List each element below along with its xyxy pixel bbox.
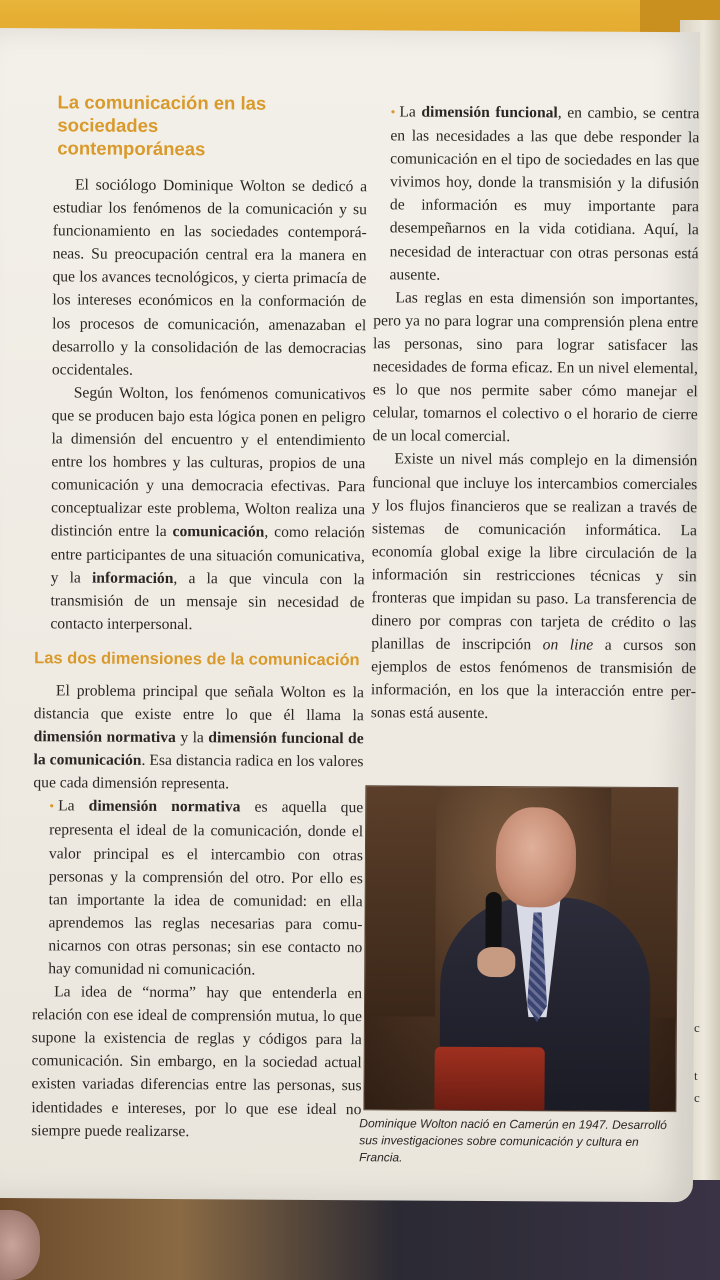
bullet-dot-icon: • [49, 799, 55, 815]
section-heading [57, 90, 367, 161]
term-dimension-funcional: dimensión funcional de la comunicación [33, 729, 364, 770]
hand [477, 947, 515, 977]
term-dimension-funcional: dimensión funcional [421, 103, 558, 122]
paragraph-norma: La idea de “norma” hay que entenderla en relación con ese ideal de comprensión mutua, lo que supone la existencia de reglas y códigos para la comunicación. Sin embargo, en la sociedad actual existen variadas diferencias entre las personas, sus identidades e intereses, por lo que ese ideal no siempre puede realizarse. [31, 983, 363, 1140]
section-heading-line1: La comunicación en las sociedades [57, 91, 267, 136]
bullet-dot-icon: • [390, 105, 396, 121]
paragraph-nivel-complejo [371, 448, 698, 727]
red-chair [434, 1047, 544, 1112]
right-column [371, 100, 700, 727]
section-heading-line2: contemporáneas [57, 137, 206, 160]
paragraph-wolton [50, 381, 366, 637]
term-on-line: on line [542, 636, 594, 654]
page-edge-fragment: t [694, 1068, 698, 1083]
term-dimension-normativa: dimensión normativa [88, 797, 241, 816]
page-edge-fragment: c [694, 1020, 700, 1035]
text-span: Según Wolton, los fenómenos comunicativos que se producen bajo esta lógica ponen en peligro la dimensión del encuentro y el entendimiento entre los hombres y las culturas, propios de una comunicación y una democracia efectivas. Para conceptualizar este problema, Wolton realiza una distinción entre la [50, 384, 366, 541]
bullet-funcional [373, 100, 699, 288]
text-span: , como relación entre participantes de una situación comunicativa, y la [50, 524, 365, 587]
text-span: El problema principal que señala Wolton es la distancia que existe entre lo que él llama la [33, 682, 364, 725]
text-span: . Esa distancia radica en los valores que cada dimensión representa. [33, 752, 364, 793]
text-span: La [58, 797, 89, 815]
subsection-heading: Las dos dimensiones de la comunicación [34, 649, 360, 670]
paragraph-reglas: Las reglas en esta dimensión son importantes, pero ya no para lograr una comprensión plena entre las personas, sino para lograr satisfacer las necesidades de forma eficaz. En un nivel elemental, es lo que nos permite saber cómo manejar el celular, tomarnos el colectivo o el horario de cierre de un local comercial. [372, 289, 699, 446]
text-span: es aquella que representa el ideal de la comunicación, donde el valor principal es el intercambio con otras personas y la comprensión del otro. Por ello es tan importante la idea de comunidad: en ella aprendemos las reglas necesarias para comunicarnos con otras personas; sin ese contacto no hay comunidad ni comunicación. [48, 798, 364, 979]
text-span: Existe un nivel más complejo en la dimensión funcional que incluye los intercambios comerciales y los flujos financieros que se realizan a través de sistemas de comunicación informática. La economía global exige la libre circulación de la información sin restricciones técnicas y sin fronteras que impidan su paso. La transferencia de dinero por compras con tarjeta de crédito o las planillas de inscripción [371, 450, 698, 654]
page-edge-fragment: c [694, 1090, 700, 1105]
photo-dominique-wolton [363, 785, 678, 1112]
wood-panel [365, 786, 436, 1016]
term-comunicacion: comunicación [172, 523, 265, 542]
bullet-normativa [32, 795, 363, 983]
photo-caption: Dominique Wolton nació en Camerún en 1947. Desarrolló sus investigaciones sobre comunicación y cultura en Francia. [359, 1116, 667, 1165]
left-column [31, 90, 367, 1144]
term-informacion: información [91, 569, 174, 587]
text-span: , en cambio, se centra en las necesidades a las que debe responder la comunicación en el tipo de sociedades en las que vivimos hoy, donde la transmisión y la difusión de información es muy importante para desempeñarnos en la vida cotidiana. Aquí, la necesidad de interactuar con otras personas está ausente. [389, 104, 700, 284]
head [496, 807, 577, 907]
term-dimension-normativa: dimensión normativa [33, 728, 176, 747]
paragraph-problem [33, 679, 364, 796]
text-span: a cursos son ejemplos de estos fenómenos de transmisión de información, en los que la interacción entre personas está ausente. [370, 636, 697, 723]
paragraph-intro: El sociólogo Dominique Wolton se dedicó a estudiar los fenómenos de la comunicación y su funcionamiento en las sociedades contemporáneas. Su preocupación central era la manera en que los avances tecnológicos, y cierta primacía de los intereses económicos en la conformación de los procesos de comunicación, amenazaban el desarrollo y la consolidación de las democracias occidentales. [51, 176, 368, 379]
text-span: La [399, 103, 422, 121]
text-span: , a la que vincula con la transmisión de un mensaje sin necesidad de contacto interpersonal. [50, 569, 365, 633]
text-span: y la [175, 729, 209, 747]
book-page [0, 28, 700, 1202]
